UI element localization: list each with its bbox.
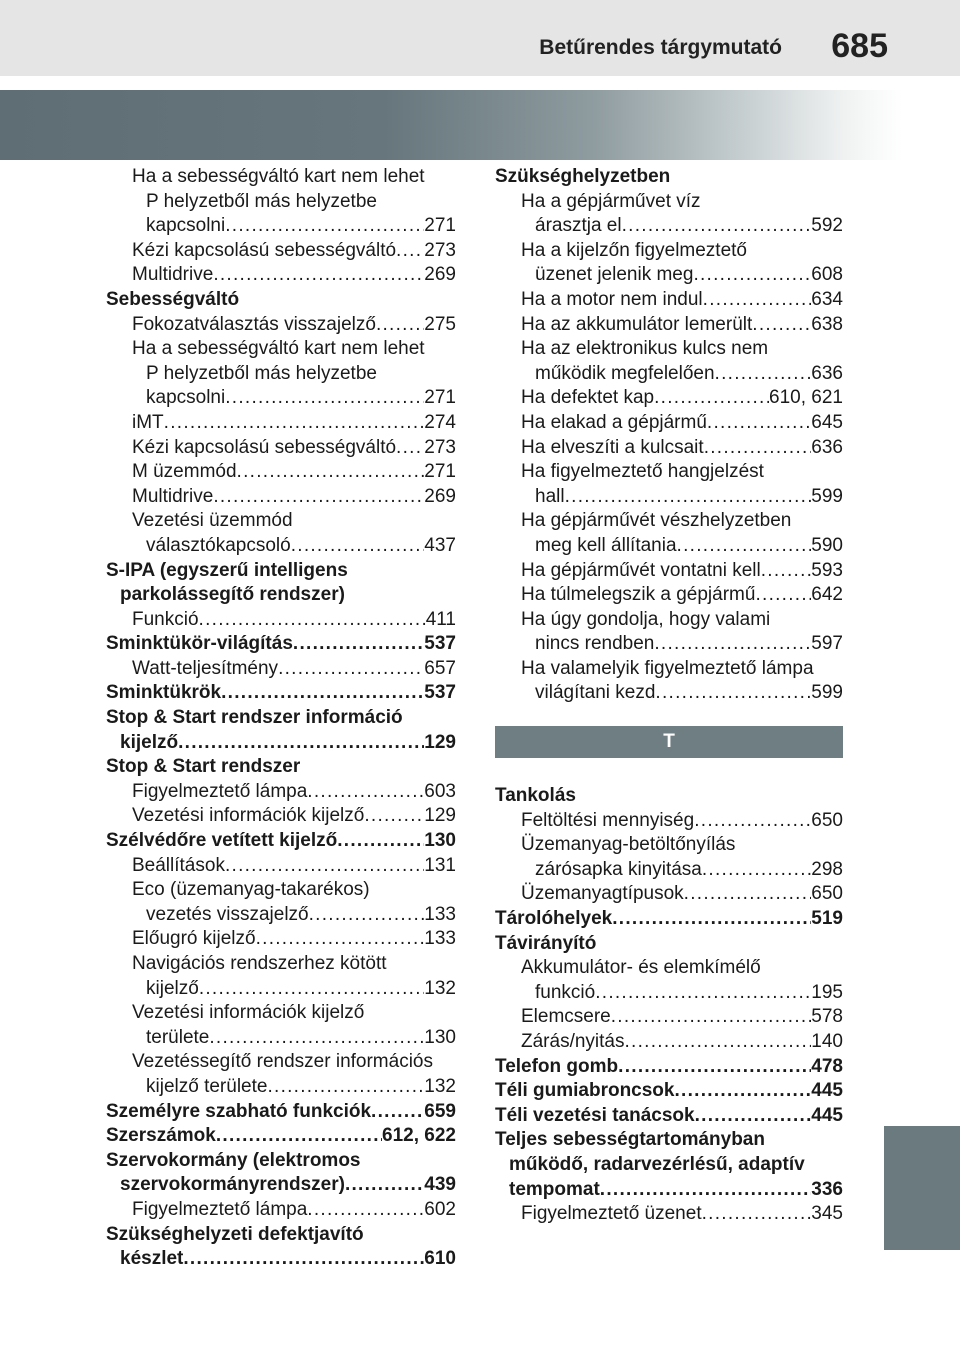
header-banner	[0, 90, 960, 160]
index-subentry	[495, 833, 843, 882]
index-subentry	[495, 288, 843, 313]
page-reference: 642	[811, 584, 843, 606]
page-number: 685	[831, 27, 888, 65]
entry-text: Téli vezetési tanácsok	[495, 1104, 695, 1126]
index-subentry	[495, 956, 843, 1005]
page-reference: 131	[424, 854, 456, 876]
dot-leader	[612, 907, 811, 932]
entry-text: Watt-teljesítmény	[132, 657, 279, 679]
page-reference: 271	[424, 215, 456, 237]
index-subentry	[106, 337, 456, 411]
dot-leader	[199, 608, 426, 633]
entry-text: Üzemanyagtípusok	[521, 883, 684, 905]
entry-text: Ha a kijelzőn figyelmeztető	[521, 239, 747, 261]
page-reference: 129	[424, 805, 456, 827]
entry-text: Figyelmeztető lámpa	[132, 1198, 308, 1220]
dot-leader	[164, 411, 425, 436]
entry-text: Sminktükör-világítás	[106, 633, 293, 655]
index-entry	[106, 1149, 456, 1198]
dot-leader	[307, 1198, 424, 1223]
dot-leader	[677, 534, 812, 559]
entry-text: választókapcsoló	[146, 534, 291, 556]
index-subentry	[106, 608, 456, 633]
entry-text: Feltöltési mennyiség	[521, 809, 695, 831]
dot-leader	[278, 657, 424, 682]
index-entry	[106, 755, 456, 780]
dot-leader	[293, 632, 424, 657]
entry-text: Beállítások	[132, 854, 225, 876]
entry-text: Ha túlmelegszik a gépjármű	[521, 584, 756, 606]
entry-text: Ha gépjárművét vészhelyzetben	[521, 510, 792, 532]
entry-text: működő, radarvezérlésű, adaptív	[509, 1153, 805, 1175]
page-reference: 608	[811, 264, 843, 286]
page-reference: 650	[811, 809, 843, 831]
entry-text: Ha valamelyik figyelmeztető lámpa	[521, 657, 814, 679]
dot-leader	[337, 829, 424, 854]
page-reference: 437	[424, 534, 456, 556]
dot-leader	[225, 854, 424, 879]
dot-leader	[216, 1124, 382, 1149]
entry-text: hall	[535, 485, 565, 507]
page-reference: 590	[811, 534, 843, 556]
entry-text: Ha az akkumulátor lemerült	[521, 313, 753, 335]
dot-leader	[371, 1100, 424, 1125]
index-subentry	[106, 485, 456, 510]
index-entry	[495, 1128, 843, 1202]
entry-text: Ha úgy gondolja, hogy valami	[521, 608, 771, 630]
index-subentry	[495, 657, 843, 706]
page-reference: 140	[811, 1031, 843, 1052]
dot-leader	[654, 632, 811, 657]
entry-text: funkció	[535, 981, 596, 1003]
page-reference: 650	[811, 883, 843, 905]
entry-text: Navigációs rendszerhez kötött	[132, 953, 387, 974]
entry-text: üzenet jelenik meg	[535, 264, 694, 286]
entry-text: Üzemanyag-betöltőnyílás	[521, 834, 736, 856]
entry-text: P helyzetből más helyzetbe	[146, 362, 377, 384]
index-subentry	[495, 337, 843, 386]
page-reference: 271	[424, 461, 456, 483]
page-reference: 439	[424, 1174, 456, 1196]
entry-text: Akkumulátor- és elemkímélő	[521, 957, 761, 979]
index-subentry	[495, 608, 843, 657]
index-subentry	[495, 809, 843, 834]
page-reference: 445	[811, 1104, 843, 1126]
entry-text: parkolássegítő rendszer)	[120, 584, 345, 606]
entry-text: Eco (üzemanyag-takarékos)	[132, 879, 370, 901]
dot-leader	[752, 313, 811, 338]
page-reference: 275	[424, 313, 456, 335]
page-reference: 129	[424, 731, 456, 753]
dot-leader	[396, 239, 424, 264]
page-reference: 636	[811, 362, 843, 384]
dot-leader	[755, 583, 811, 608]
dot-leader	[183, 1247, 424, 1272]
index-subentry	[495, 411, 843, 436]
index-subentry	[106, 411, 456, 436]
page-reference: 130	[424, 830, 456, 852]
page-reference: 269	[424, 485, 456, 507]
entry-text: Ha az elektronikus kulcs nem	[521, 338, 769, 360]
index-entry	[495, 165, 843, 190]
index-subentry	[106, 460, 456, 485]
entry-text: Kézi kapcsolású sebességváltó	[132, 239, 397, 261]
entry-text: iMT	[132, 411, 164, 433]
dot-leader	[307, 780, 424, 805]
dot-leader	[655, 681, 811, 706]
page-reference: 298	[811, 858, 843, 880]
entry-text: készlet	[120, 1248, 184, 1270]
index-subentry	[106, 657, 456, 682]
index-subentry	[106, 804, 456, 829]
index-entry	[106, 829, 456, 854]
entry-text: Telefon gomb	[495, 1055, 619, 1077]
index-subentry	[495, 1202, 843, 1227]
section-letter-bar: T	[495, 726, 843, 758]
entry-text: Vezetési üzemmód	[132, 510, 293, 532]
dot-leader	[611, 1005, 812, 1030]
page-reference: 133	[424, 928, 456, 950]
chapter-thumb-tab	[884, 1126, 960, 1250]
page-reference: 478	[811, 1055, 843, 1077]
entry-text: Figyelmeztető lámpa	[132, 780, 308, 802]
index-subentry	[106, 780, 456, 805]
page-reference: 445	[811, 1080, 843, 1102]
entry-text: Teljes sebességtartományban	[495, 1129, 765, 1151]
entry-text: nincs rendben	[535, 633, 655, 655]
entry-text: Vezetéssegítő rendszer információs	[132, 1051, 433, 1073]
entry-text: szervokormányrendszer)	[120, 1174, 345, 1196]
page-reference: 345	[811, 1203, 843, 1225]
index-subentry	[106, 952, 456, 1001]
index-entry	[495, 1104, 843, 1129]
dot-leader	[654, 386, 769, 411]
page-reference: 537	[424, 633, 456, 655]
entry-text: kijelző területe	[146, 1075, 268, 1097]
entry-text: Ha a sebességváltó kart nem lehet	[132, 166, 425, 187]
index-subentry	[495, 1030, 843, 1055]
entry-text: Tárolóhelyek	[495, 908, 613, 930]
entry-text: zárósapka kinyitása	[535, 858, 702, 880]
index-subentry	[495, 386, 843, 411]
entry-text: területe	[146, 1026, 210, 1048]
page-reference: 610	[424, 1248, 456, 1270]
index-entry	[106, 706, 456, 755]
entry-text: M üzemmód	[132, 461, 237, 483]
entry-text: Vezetési információk kijelző	[132, 1002, 365, 1024]
entry-text: kapcsolni	[146, 387, 226, 409]
index-subentry	[106, 878, 456, 927]
index-entry	[106, 1124, 456, 1149]
page-reference: 411	[425, 608, 456, 630]
index-subentry	[106, 239, 456, 264]
index-subentry	[106, 436, 456, 461]
index-subentry	[106, 165, 456, 239]
dot-leader	[618, 1055, 811, 1080]
entry-text: Szükséghelyzetben	[495, 166, 671, 187]
entry-text: Elemcsere	[521, 1006, 611, 1028]
entry-text: Ha elveszíti a kulcsait	[521, 436, 704, 458]
entry-text: kijelző	[120, 731, 179, 753]
entry-text: árasztja el	[535, 215, 622, 237]
index-entry	[106, 681, 456, 706]
page-reference: 519	[811, 908, 843, 930]
index-entry	[495, 932, 843, 957]
dot-leader	[225, 214, 424, 239]
page-reference: 599	[811, 485, 843, 507]
dot-leader	[674, 1079, 811, 1104]
index-subentry	[495, 583, 843, 608]
dot-leader	[695, 1104, 812, 1129]
dot-leader	[209, 1026, 424, 1051]
dot-leader	[702, 858, 811, 883]
page-reference: 336	[811, 1178, 843, 1200]
dot-leader	[694, 809, 811, 834]
index-subentry	[495, 1005, 843, 1030]
page-reference: 195	[811, 981, 843, 1003]
index-entry	[495, 1079, 843, 1104]
index-entry	[106, 632, 456, 657]
dot-leader	[237, 460, 425, 485]
index-column-right	[495, 165, 843, 1227]
index-subentry	[106, 313, 456, 338]
entry-text: Szerszámok	[106, 1125, 216, 1147]
entry-text: Szükséghelyzeti defektjavító	[106, 1223, 364, 1245]
dot-leader	[600, 1178, 812, 1203]
page-reference: 269	[424, 264, 456, 286]
dot-leader	[693, 263, 811, 288]
index-subentry	[106, 1198, 456, 1223]
dot-leader	[178, 731, 424, 756]
entry-text: Ha elakad a gépjármű	[521, 411, 707, 433]
page-reference: 592	[811, 215, 843, 237]
dot-leader	[309, 903, 425, 928]
entry-text: világítani kezd	[535, 682, 656, 704]
dot-leader	[345, 1173, 424, 1198]
entry-text: tempomat	[509, 1178, 600, 1200]
entry-text: Ha defektet kap	[521, 387, 655, 409]
index-entry	[495, 907, 843, 932]
index-subentry	[106, 263, 456, 288]
dot-leader	[256, 927, 425, 952]
index-subentry	[495, 190, 843, 239]
page-reference: 273	[424, 239, 456, 261]
page-reference: 602	[424, 1198, 456, 1220]
page-reference: 634	[811, 288, 843, 310]
page-reference: 593	[811, 559, 843, 581]
index-entry	[495, 1055, 843, 1080]
entry-text: Sebességváltó	[106, 288, 240, 310]
page-reference: 132	[424, 977, 456, 999]
entry-text: Multidrive	[132, 264, 214, 286]
dot-leader	[622, 214, 812, 239]
dot-leader	[291, 534, 425, 559]
page-reference: 133	[424, 903, 456, 925]
page-reference: 638	[811, 313, 843, 335]
index-subentry	[495, 460, 843, 509]
entry-text: Stop & Start rendszer információ	[106, 707, 403, 729]
entry-text: Szervokormány (elektromos	[106, 1149, 361, 1171]
section-title: Betűrendes tárgymutató	[539, 36, 782, 59]
page-reference: 612, 622	[382, 1125, 456, 1147]
entry-text: működik megfelelően	[535, 362, 715, 384]
dot-leader	[702, 1202, 812, 1227]
page-reference: 659	[424, 1100, 456, 1122]
entry-text: Funkció	[132, 608, 199, 630]
page-reference: 274	[424, 411, 456, 433]
index-subentry	[495, 313, 843, 338]
dot-leader	[624, 1030, 811, 1055]
entry-text: Zárás/nyitás	[521, 1031, 625, 1052]
dot-leader	[715, 362, 812, 387]
entry-text: Fokozatválasztás visszajelző	[132, 313, 376, 335]
entry-text: Multidrive	[132, 485, 214, 507]
index-subentry	[106, 927, 456, 952]
page-reference: 636	[811, 436, 843, 458]
entry-text: Ha gépjárművét vontatni kell	[521, 559, 761, 581]
index-entry	[106, 1223, 456, 1272]
dot-leader	[684, 882, 812, 907]
index-group-t	[495, 784, 843, 1227]
page-reference: 271	[424, 387, 456, 409]
dot-leader	[364, 804, 424, 829]
dot-leader	[213, 263, 424, 288]
page-reference: 130	[424, 1026, 456, 1048]
entry-text: vezetés visszajelző	[146, 903, 309, 925]
dot-leader	[199, 977, 424, 1002]
index-subentry	[495, 436, 843, 461]
index-entry	[106, 288, 456, 313]
index-group-sz	[495, 165, 843, 706]
page-reference: 273	[424, 436, 456, 458]
entry-text: kapcsolni	[146, 215, 226, 237]
page-reference: 645	[811, 411, 843, 433]
index-subentry	[495, 509, 843, 558]
index-entry	[106, 559, 456, 608]
dot-leader	[221, 681, 424, 706]
entry-text: Stop & Start rendszer	[106, 756, 301, 778]
dot-leader	[396, 436, 424, 461]
page-reference: 132	[424, 1075, 456, 1097]
dot-leader	[703, 288, 812, 313]
entry-text: Kézi kapcsolású sebességváltó	[132, 436, 397, 458]
entry-text: S-IPA (egyszerű intelligens	[106, 559, 348, 581]
dot-leader	[595, 981, 811, 1006]
entry-text: Sminktükrök	[106, 682, 222, 704]
entry-text: Ha figyelmeztető hangjelzést	[521, 461, 764, 483]
entry-text: Tankolás	[495, 785, 576, 807]
index-subentry	[495, 882, 843, 907]
dot-leader	[704, 436, 812, 461]
page-reference: 599	[811, 682, 843, 704]
entry-text: kijelző	[146, 977, 199, 999]
entry-text: Ha a motor nem indul	[521, 288, 703, 310]
entry-text: Vezetési információk kijelző	[132, 805, 365, 827]
entry-text: Személyre szabható funkciók	[106, 1100, 372, 1122]
page-reference: 578	[811, 1006, 843, 1028]
dot-leader	[225, 386, 424, 411]
index-subentry	[495, 559, 843, 584]
page-reference: 610, 621	[769, 387, 843, 409]
index-subentry	[106, 854, 456, 879]
entry-text: Ha a sebességváltó kart nem lehet	[132, 338, 425, 360]
entry-text: Szélvédőre vetített kijelző	[106, 830, 338, 852]
entry-text: Távirányító	[495, 932, 597, 954]
index-entry	[495, 784, 843, 809]
entry-text: Figyelmeztető üzenet	[521, 1203, 702, 1225]
index-subentry	[106, 509, 456, 558]
entry-text: Ha a gépjárművet víz	[521, 190, 701, 212]
page-reference: 603	[424, 780, 456, 802]
index-column-left	[106, 165, 456, 1272]
index-subentry	[106, 1050, 456, 1099]
header-bar	[0, 0, 960, 76]
dot-leader	[707, 411, 811, 436]
entry-text: meg kell állítania	[535, 534, 677, 556]
entry-text: P helyzetből más helyzetbe	[146, 190, 377, 212]
index-subentry	[106, 1001, 456, 1050]
dot-leader	[267, 1075, 424, 1100]
entry-text: Téli gumiabroncsok	[495, 1080, 675, 1102]
entry-text: Előugró kijelző	[132, 928, 256, 950]
dot-leader	[213, 485, 424, 510]
index-entry	[106, 1100, 456, 1125]
dot-leader	[376, 313, 424, 338]
page-reference: 597	[811, 633, 843, 655]
dot-leader	[565, 485, 812, 510]
dot-leader	[761, 559, 812, 584]
index-subentry	[495, 239, 843, 288]
page-reference: 537	[424, 682, 456, 704]
page-reference: 657	[424, 657, 456, 679]
